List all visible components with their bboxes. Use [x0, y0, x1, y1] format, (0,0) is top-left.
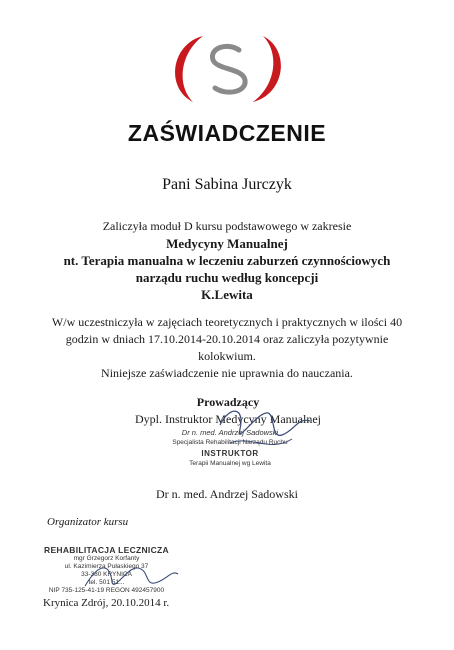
description-line-1: W/w uczestniczyła w zajęciach teoretycznych i praktycznych w ilości 40 [51, 315, 403, 329]
description-line-2: godzin w dniach 17.10.2014-20.10.2014 oraz zaliczyła pozytywnie [65, 332, 389, 346]
place-date: Krynica Zdrój, 20.10.2014 r. [43, 597, 170, 609]
clinic-line-1: REHABILITACJA LECZNICZA [44, 545, 169, 555]
clinic-line-6: NIP 735-125-41-19 REGON 492457900 [48, 587, 165, 594]
description-line-3: kolokwium. [198, 349, 256, 363]
stamp-line-4: Terapii Manualnej wg Lewita [189, 460, 271, 467]
stamp-line-1: Dr n. med. Andrzej Sadowski [181, 428, 279, 437]
intro-line-3: nt. Terapia manualna w leczeniu zaburzeń czynnościowych [63, 253, 391, 268]
instructor-signature-icon [200, 395, 330, 465]
course-description [0, 314, 454, 382]
clinic-line-5: tel. 501 51... [88, 579, 125, 586]
clinic-line-3: ul. Kazimierza Pułaskiego 37 [64, 563, 149, 570]
intro-line-5: K.Lewita [201, 287, 253, 302]
clinic-line-2: mgr Grzegorz Korfanty [73, 555, 140, 562]
organizer-label: Organizator kursu [47, 516, 129, 528]
clinic-line-4: 33-380 KRYNICA [81, 571, 132, 578]
intro-line-4: narządu ruchu według koncepcji [135, 270, 319, 285]
certificate-title: ZAŚWIADCZENIE [127, 120, 327, 146]
lead-heading: Prowadzący [196, 395, 260, 409]
course-intro [0, 218, 454, 303]
logo-icon [163, 28, 293, 110]
recipient-name: Pani Sabina Jurczyk [162, 176, 292, 193]
stamp-line-2: Specjalista Rehabilitacji Narządu Ruchu [172, 439, 288, 446]
lead-role: Dypl. Instruktor Medycyny Manualnej [135, 412, 321, 426]
description-line-4: Niniejsze zaświadczenie nie uprawnia do nauczania. [101, 366, 353, 380]
doctor-name: Dr n. med. Andrzej Sadowski [156, 487, 298, 501]
intro-line-1: Zaliczyła moduł D kursu podstawowego w zakresie [102, 219, 352, 233]
organizer-signature-icon [80, 556, 180, 596]
stamp-line-3: INSTRUKTOR [201, 449, 259, 458]
intro-line-2: Medycyny Manualnej [166, 236, 288, 251]
